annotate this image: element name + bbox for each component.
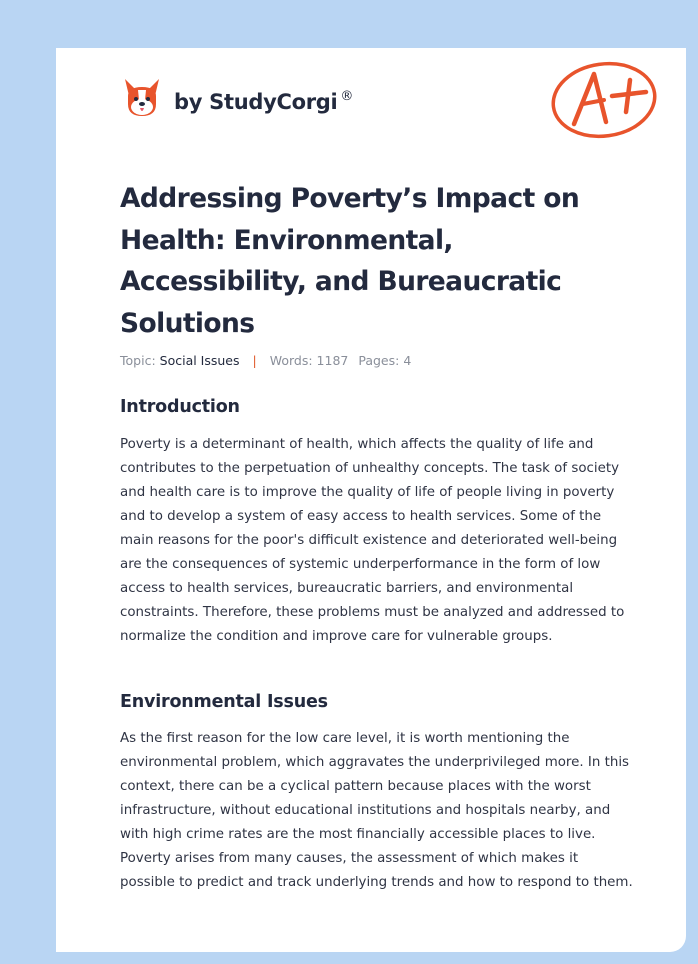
pages-count: 4 bbox=[403, 353, 412, 368]
section-body-introduction: Poverty is a determinant of health, which affects the quality of life and contributes to the perpetuation of unhealthy concepts. The task of society and health care is to improve the quality of life of people living in poverty and to develop a system of easy access to health services. Some of the main reasons for the poor's difficult existence and deteriorated well-being are the consequences of systemic underperformance in the form of low access to health services, bureaucratic barriers, and environmental constraints. Therefore, these problems must be analyzed and addressed to normalize the condition and improve care for vulnerable groups. bbox=[120, 437, 625, 644]
registered-mark: ® bbox=[340, 88, 354, 104]
topic-link[interactable]: Social Issues bbox=[159, 353, 240, 368]
words-label: Words: bbox=[269, 353, 313, 368]
section-heading-introduction: Introduction bbox=[120, 397, 240, 417]
grade-badge bbox=[550, 60, 660, 142]
section-heading-environmental: Environmental Issues bbox=[120, 692, 328, 712]
header bbox=[120, 76, 660, 156]
words-count: 1187 bbox=[316, 353, 349, 368]
meta-separator: | bbox=[252, 353, 257, 368]
pages-label: Pages: bbox=[358, 353, 400, 368]
section-body-environmental: As the first reason for the low care level, it is worth mentioning the environmental problem, which aggravates the underprivileged more. In this context, there can be a cyclical pattern because places with the worst infrastructure, without educational institutions and hospitals nearby, and with high crime rates are the most financially accessible places to live. Poverty arises from many causes, the assessment of which makes it possible to predict and track underlying trends and how to respond to them. bbox=[120, 731, 633, 890]
topic-label: Topic: bbox=[120, 353, 156, 368]
document-title: Addressing Poverty’s Impact on Health: Environmental, Accessibility, and Bureaucratic Solutions bbox=[120, 183, 580, 339]
document-page bbox=[56, 48, 686, 952]
studycorgi-logo[interactable] bbox=[120, 76, 353, 120]
document-meta bbox=[120, 353, 411, 368]
corgi-icon bbox=[120, 76, 164, 120]
brand-name: by StudyCorgi bbox=[174, 89, 338, 114]
